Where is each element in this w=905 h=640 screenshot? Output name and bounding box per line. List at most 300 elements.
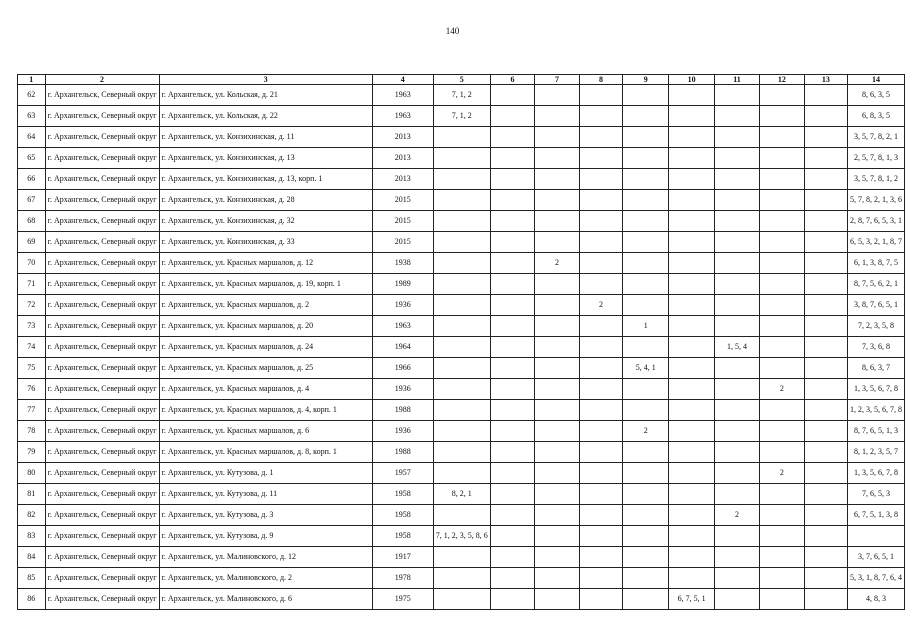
cell-col-11: 2 <box>714 505 759 526</box>
column-header: 10 <box>669 75 715 85</box>
cell-col-5: 7, 1, 2 <box>433 106 490 127</box>
cell-col-5 <box>433 148 490 169</box>
cell-col-12 <box>760 421 805 442</box>
cell-col-8 <box>579 274 623 295</box>
cell-col-14: 8, 6, 3, 5 <box>847 85 904 106</box>
cell-col-5 <box>433 211 490 232</box>
cell-col-9 <box>623 568 669 589</box>
row-number: 76 <box>18 379 46 400</box>
cell-col-10 <box>669 127 715 148</box>
cell-col-7 <box>535 547 580 568</box>
cell-col-10 <box>669 253 715 274</box>
cell-col-8 <box>579 547 623 568</box>
district-cell: г. Архангельск, Северный округ <box>45 232 159 253</box>
cell-col-8 <box>579 211 623 232</box>
cell-col-6 <box>490 400 535 421</box>
table-row <box>18 379 905 400</box>
cell-col-11 <box>714 568 759 589</box>
cell-col-14: 6, 8, 3, 5 <box>847 106 904 127</box>
column-header: 6 <box>490 75 535 85</box>
cell-col-8 <box>579 589 623 610</box>
row-number: 80 <box>18 463 46 484</box>
table-row <box>18 421 905 442</box>
cell-col-9 <box>623 232 669 253</box>
cell-col-14: 3, 5, 7, 8, 1, 2 <box>847 169 904 190</box>
cell-col-11 <box>714 400 759 421</box>
year-cell: 1958 <box>372 505 433 526</box>
address-cell: г. Архангельск, ул. Красных маршалов, д. 4 <box>159 379 372 400</box>
cell-col-6 <box>490 526 535 547</box>
row-number: 84 <box>18 547 46 568</box>
cell-col-6 <box>490 379 535 400</box>
cell-col-12 <box>760 274 805 295</box>
table-row <box>18 358 905 379</box>
cell-col-5 <box>433 421 490 442</box>
cell-col-12 <box>760 505 805 526</box>
year-cell: 1988 <box>372 400 433 421</box>
cell-col-7: 2 <box>535 253 580 274</box>
address-cell: г. Архангельск, ул. Красных маршалов, д. 8, корп. 1 <box>159 442 372 463</box>
header-row <box>18 75 905 85</box>
address-cell: г. Архангельск, ул. Конзихинская, д. 28 <box>159 190 372 211</box>
year-cell: 1936 <box>372 421 433 442</box>
cell-col-13 <box>804 358 847 379</box>
cell-col-8 <box>579 505 623 526</box>
cell-col-13 <box>804 337 847 358</box>
cell-col-12 <box>760 316 805 337</box>
cell-col-14: 8, 7, 6, 5, 1, 3 <box>847 421 904 442</box>
table-row <box>18 463 905 484</box>
cell-col-8 <box>579 148 623 169</box>
cell-col-11 <box>714 190 759 211</box>
cell-col-7 <box>535 421 580 442</box>
cell-col-11 <box>714 421 759 442</box>
district-cell: г. Архангельск, Северный округ <box>45 274 159 295</box>
cell-col-8 <box>579 253 623 274</box>
cell-col-14: 8, 7, 5, 6, 2, 1 <box>847 274 904 295</box>
cell-col-13 <box>804 295 847 316</box>
cell-col-5 <box>433 295 490 316</box>
table-row <box>18 568 905 589</box>
cell-col-7 <box>535 463 580 484</box>
cell-col-11 <box>714 379 759 400</box>
cell-col-14: 6, 5, 3, 2, 1, 8, 7 <box>847 232 904 253</box>
cell-col-5: 7, 1, 2, 3, 5, 8, 6 <box>433 526 490 547</box>
row-number: 70 <box>18 253 46 274</box>
cell-col-6 <box>490 169 535 190</box>
row-number: 74 <box>18 337 46 358</box>
cell-col-8 <box>579 127 623 148</box>
cell-col-5 <box>433 169 490 190</box>
cell-col-6 <box>490 106 535 127</box>
cell-col-11 <box>714 253 759 274</box>
year-cell: 2013 <box>372 148 433 169</box>
cell-col-14: 5, 3, 1, 8, 7, 6, 4 <box>847 568 904 589</box>
column-header: 4 <box>372 75 433 85</box>
address-cell: г. Архангельск, ул. Конзихинская, д. 33 <box>159 232 372 253</box>
cell-col-5 <box>433 274 490 295</box>
district-cell: г. Архангельск, Северный округ <box>45 358 159 379</box>
cell-col-8 <box>579 421 623 442</box>
cell-col-7 <box>535 148 580 169</box>
cell-col-7 <box>535 295 580 316</box>
cell-col-12 <box>760 547 805 568</box>
cell-col-13 <box>804 211 847 232</box>
column-header: 3 <box>159 75 372 85</box>
cell-col-11 <box>714 484 759 505</box>
cell-col-6 <box>490 547 535 568</box>
cell-col-5 <box>433 379 490 400</box>
cell-col-5 <box>433 463 490 484</box>
year-cell: 1964 <box>372 337 433 358</box>
address-cell: г. Архангельск, ул. Красных маршалов, д. 2 <box>159 295 372 316</box>
cell-col-8 <box>579 568 623 589</box>
cell-col-5 <box>433 400 490 421</box>
cell-col-6 <box>490 211 535 232</box>
cell-col-13 <box>804 379 847 400</box>
year-cell: 1938 <box>372 253 433 274</box>
cell-col-5 <box>433 337 490 358</box>
cell-col-13 <box>804 589 847 610</box>
cell-col-6 <box>490 274 535 295</box>
year-cell: 2015 <box>372 211 433 232</box>
year-cell: 1936 <box>372 379 433 400</box>
cell-col-10 <box>669 190 715 211</box>
cell-col-14: 2, 5, 7, 8, 1, 3 <box>847 148 904 169</box>
district-cell: г. Архангельск, Северный округ <box>45 505 159 526</box>
cell-col-12 <box>760 526 805 547</box>
year-cell: 1963 <box>372 106 433 127</box>
year-cell: 2015 <box>372 232 433 253</box>
table-row <box>18 106 905 127</box>
cell-col-8 <box>579 190 623 211</box>
cell-col-14: 7, 6, 5, 3 <box>847 484 904 505</box>
cell-col-13 <box>804 505 847 526</box>
row-number: 82 <box>18 505 46 526</box>
cell-col-7 <box>535 442 580 463</box>
year-cell: 2013 <box>372 169 433 190</box>
cell-col-14: 1, 3, 5, 6, 7, 8 <box>847 463 904 484</box>
address-cell: г. Архангельск, ул. Красных маршалов, д. 6 <box>159 421 372 442</box>
cell-col-5 <box>433 190 490 211</box>
address-cell: г. Архангельск, ул. Красных маршалов, д. 20 <box>159 316 372 337</box>
address-cell: г. Архангельск, ул. Красных маршалов, д. 19, корп. 1 <box>159 274 372 295</box>
table-row <box>18 232 905 253</box>
district-cell: г. Архангельск, Северный округ <box>45 253 159 274</box>
cell-col-8 <box>579 316 623 337</box>
cell-col-7 <box>535 337 580 358</box>
cell-col-8 <box>579 106 623 127</box>
cell-col-8 <box>579 337 623 358</box>
address-cell: г. Архангельск, ул. Конзихинская, д. 13, корп. 1 <box>159 169 372 190</box>
cell-col-10 <box>669 295 715 316</box>
cell-col-14: 1, 3, 5, 6, 7, 8 <box>847 379 904 400</box>
district-cell: г. Архангельск, Северный округ <box>45 547 159 568</box>
cell-col-6 <box>490 568 535 589</box>
cell-col-11 <box>714 316 759 337</box>
district-cell: г. Архангельск, Северный округ <box>45 316 159 337</box>
cell-col-11 <box>714 274 759 295</box>
row-number: 86 <box>18 589 46 610</box>
row-number: 78 <box>18 421 46 442</box>
district-cell: г. Архангельск, Северный округ <box>45 190 159 211</box>
column-header: 5 <box>433 75 490 85</box>
year-cell: 1936 <box>372 295 433 316</box>
cell-col-9 <box>623 379 669 400</box>
cell-col-9 <box>623 526 669 547</box>
cell-col-9: 5, 4, 1 <box>623 358 669 379</box>
cell-col-9 <box>623 85 669 106</box>
cell-col-12 <box>760 295 805 316</box>
year-cell: 1958 <box>372 484 433 505</box>
district-cell: г. Архангельск, Северный округ <box>45 421 159 442</box>
column-header: 8 <box>579 75 623 85</box>
table-row <box>18 316 905 337</box>
cell-col-11 <box>714 85 759 106</box>
cell-col-6 <box>490 358 535 379</box>
cell-col-9 <box>623 505 669 526</box>
address-cell: г. Архангельск, ул. Малиновского, д. 2 <box>159 568 372 589</box>
cell-col-5 <box>433 232 490 253</box>
row-number: 81 <box>18 484 46 505</box>
district-cell: г. Архангельск, Северный округ <box>45 295 159 316</box>
cell-col-14: 7, 2, 3, 5, 8 <box>847 316 904 337</box>
cell-col-14: 8, 6, 3, 7 <box>847 358 904 379</box>
district-cell: г. Архангельск, Северный округ <box>45 442 159 463</box>
cell-col-5 <box>433 589 490 610</box>
cell-col-13 <box>804 442 847 463</box>
cell-col-6 <box>490 505 535 526</box>
year-cell: 1978 <box>372 568 433 589</box>
cell-col-6 <box>490 484 535 505</box>
cell-col-12 <box>760 211 805 232</box>
district-cell: г. Архангельск, Северный округ <box>45 484 159 505</box>
district-cell: г. Архангельск, Северный округ <box>45 568 159 589</box>
table-row <box>18 589 905 610</box>
row-number: 69 <box>18 232 46 253</box>
cell-col-7 <box>535 232 580 253</box>
district-cell: г. Архангельск, Северный округ <box>45 169 159 190</box>
cell-col-11 <box>714 127 759 148</box>
table-row <box>18 295 905 316</box>
district-cell: г. Архангельск, Северный округ <box>45 148 159 169</box>
cell-col-9 <box>623 442 669 463</box>
cell-col-5: 7, 1, 2 <box>433 85 490 106</box>
cell-col-11 <box>714 526 759 547</box>
row-number: 66 <box>18 169 46 190</box>
cell-col-5 <box>433 442 490 463</box>
cell-col-6 <box>490 232 535 253</box>
cell-col-14: 7, 3, 6, 8 <box>847 337 904 358</box>
cell-col-13 <box>804 85 847 106</box>
table-body <box>18 85 905 610</box>
cell-col-6 <box>490 190 535 211</box>
cell-col-5 <box>433 547 490 568</box>
cell-col-14: 3, 7, 6, 5, 1 <box>847 547 904 568</box>
cell-col-14: 3, 8, 7, 6, 5, 1 <box>847 295 904 316</box>
column-header: 9 <box>623 75 669 85</box>
page-number: 140 <box>445 26 460 36</box>
cell-col-10 <box>669 568 715 589</box>
cell-col-13 <box>804 526 847 547</box>
row-number: 77 <box>18 400 46 421</box>
cell-col-12 <box>760 253 805 274</box>
cell-col-10 <box>669 526 715 547</box>
address-cell: г. Архангельск, ул. Красных маршалов, д. 25 <box>159 358 372 379</box>
table-row <box>18 190 905 211</box>
cell-col-6 <box>490 337 535 358</box>
row-number: 85 <box>18 568 46 589</box>
cell-col-12: 2 <box>760 379 805 400</box>
row-number: 67 <box>18 190 46 211</box>
address-cell: г. Архангельск, ул. Кольская, д. 21 <box>159 85 372 106</box>
cell-col-6 <box>490 148 535 169</box>
cell-col-13 <box>804 421 847 442</box>
address-cell: г. Архангельск, ул. Красных маршалов, д. 12 <box>159 253 372 274</box>
address-cell: г. Архангельск, ул. Красных маршалов, д. 4, корп. 1 <box>159 400 372 421</box>
address-cell: г. Архангельск, ул. Красных маршалов, д. 24 <box>159 337 372 358</box>
cell-col-5 <box>433 568 490 589</box>
district-cell: г. Архангельск, Северный округ <box>45 379 159 400</box>
cell-col-12 <box>760 589 805 610</box>
column-header: 7 <box>535 75 580 85</box>
cell-col-11 <box>714 442 759 463</box>
cell-col-8 <box>579 85 623 106</box>
row-number: 64 <box>18 127 46 148</box>
address-cell: г. Архангельск, ул. Кутузова, д. 1 <box>159 463 372 484</box>
year-cell: 1957 <box>372 463 433 484</box>
year-cell: 2013 <box>372 127 433 148</box>
cell-col-12 <box>760 400 805 421</box>
cell-col-9 <box>623 211 669 232</box>
row-number: 62 <box>18 85 46 106</box>
cell-col-8 <box>579 169 623 190</box>
cell-col-7 <box>535 316 580 337</box>
cell-col-8 <box>579 484 623 505</box>
cell-col-11 <box>714 106 759 127</box>
table-row <box>18 442 905 463</box>
table-row <box>18 274 905 295</box>
cell-col-14: 3, 5, 7, 8, 2, 1 <box>847 127 904 148</box>
table-row <box>18 148 905 169</box>
cell-col-6 <box>490 442 535 463</box>
cell-col-11 <box>714 358 759 379</box>
cell-col-5 <box>433 358 490 379</box>
row-number: 63 <box>18 106 46 127</box>
district-cell: г. Архангельск, Северный округ <box>45 589 159 610</box>
cell-col-9: 2 <box>623 421 669 442</box>
cell-col-10 <box>669 379 715 400</box>
cell-col-7 <box>535 85 580 106</box>
cell-col-5 <box>433 316 490 337</box>
address-cell: г. Архангельск, ул. Конзихинская, д. 11 <box>159 127 372 148</box>
cell-col-5 <box>433 127 490 148</box>
cell-col-10 <box>669 337 715 358</box>
cell-col-9 <box>623 337 669 358</box>
year-cell: 1958 <box>372 526 433 547</box>
cell-col-8 <box>579 400 623 421</box>
cell-col-7 <box>535 190 580 211</box>
table-row <box>18 526 905 547</box>
cell-col-5 <box>433 253 490 274</box>
district-cell: г. Архангельск, Северный округ <box>45 106 159 127</box>
row-number: 75 <box>18 358 46 379</box>
column-header: 11 <box>714 75 759 85</box>
row-number: 79 <box>18 442 46 463</box>
cell-col-7 <box>535 589 580 610</box>
address-cell: г. Архангельск, ул. Конзихинская, д. 32 <box>159 211 372 232</box>
cell-col-10 <box>669 85 715 106</box>
year-cell: 1917 <box>372 547 433 568</box>
column-header: 1 <box>18 75 46 85</box>
cell-col-7 <box>535 379 580 400</box>
table-row <box>18 211 905 232</box>
year-cell: 1966 <box>372 358 433 379</box>
cell-col-12 <box>760 85 805 106</box>
cell-col-7 <box>535 169 580 190</box>
cell-col-12 <box>760 106 805 127</box>
cell-col-13 <box>804 232 847 253</box>
column-header: 2 <box>45 75 159 85</box>
row-number: 72 <box>18 295 46 316</box>
cell-col-7 <box>535 568 580 589</box>
cell-col-6 <box>490 127 535 148</box>
cell-col-9 <box>623 190 669 211</box>
address-cell: г. Архангельск, ул. Кольская, д. 22 <box>159 106 372 127</box>
cell-col-11 <box>714 547 759 568</box>
cell-col-14: 6, 7, 5, 1, 3, 8 <box>847 505 904 526</box>
cell-col-10 <box>669 400 715 421</box>
cell-col-13 <box>804 106 847 127</box>
cell-col-9 <box>623 400 669 421</box>
column-header: 12 <box>760 75 805 85</box>
table-row <box>18 400 905 421</box>
table-row <box>18 169 905 190</box>
year-cell: 2015 <box>372 190 433 211</box>
row-number: 68 <box>18 211 46 232</box>
cell-col-14 <box>847 526 904 547</box>
cell-col-12 <box>760 169 805 190</box>
row-number: 73 <box>18 316 46 337</box>
district-cell: г. Архангельск, Северный округ <box>45 127 159 148</box>
cell-col-12: 2 <box>760 463 805 484</box>
address-cell: г. Архангельск, ул. Кутузова, д. 11 <box>159 484 372 505</box>
cell-col-9 <box>623 148 669 169</box>
cell-col-13 <box>804 568 847 589</box>
table-row <box>18 253 905 274</box>
year-cell: 1989 <box>372 274 433 295</box>
cell-col-9 <box>623 169 669 190</box>
table-row <box>18 85 905 106</box>
cell-col-9 <box>623 547 669 568</box>
cell-col-10 <box>669 505 715 526</box>
cell-col-11 <box>714 211 759 232</box>
cell-col-14: 5, 7, 8, 2, 1, 3, 6 <box>847 190 904 211</box>
cell-col-7 <box>535 484 580 505</box>
cell-col-10 <box>669 358 715 379</box>
cell-col-12 <box>760 127 805 148</box>
cell-col-6 <box>490 421 535 442</box>
cell-col-13 <box>804 190 847 211</box>
cell-col-12 <box>760 232 805 253</box>
cell-col-9 <box>623 106 669 127</box>
cell-col-10 <box>669 106 715 127</box>
cell-col-13 <box>804 547 847 568</box>
cell-col-7 <box>535 505 580 526</box>
address-cell: г. Архангельск, ул. Малиновского, д. 6 <box>159 589 372 610</box>
year-cell: 1963 <box>372 316 433 337</box>
cell-col-9 <box>623 127 669 148</box>
